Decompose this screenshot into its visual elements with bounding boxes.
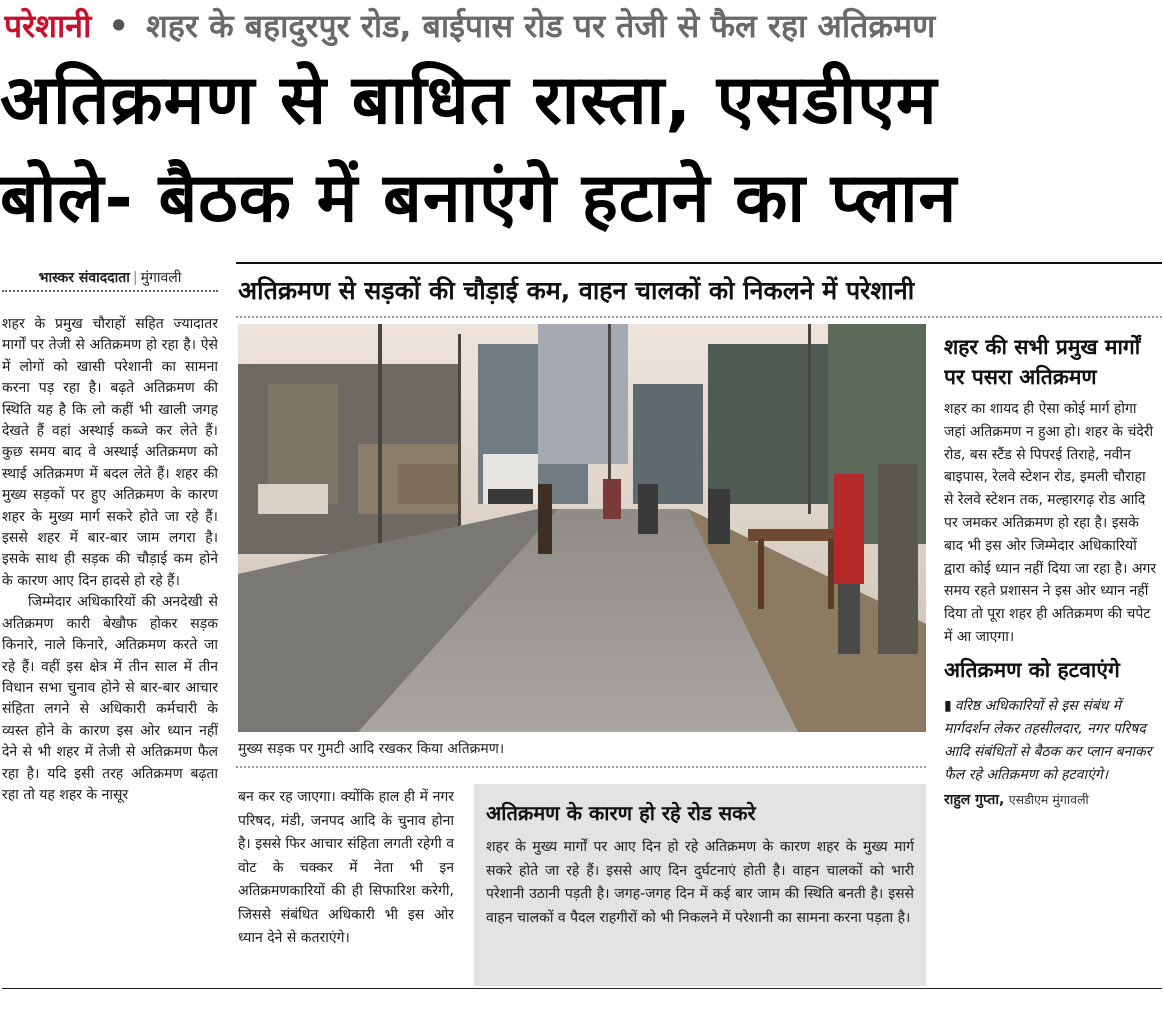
news-photo — [238, 324, 926, 732]
article-column-continued: बन कर रह जाएगा। क्योंकि हाल ही में नगर परिषद, मंडी, जनपद आदि के चुनाव होना है। इससे फिर आचार संहिता लगती रहेगी व वोट के चक्कर में नेता भी इन अतिक्रमणकारियों की ही सिफारिश करेगी, जिससे संबंधित अधिकारी भी इस ओर ध्यान देने से कतराएंगे। — [238, 789, 454, 946]
byline-separator: | — [132, 270, 138, 286]
signature-role: एसडीएम मुंगावली — [1008, 791, 1089, 807]
bottom-rule — [2, 988, 1162, 989]
highlight-box-title: अतिक्रमण के कारण हो रहे रोड सकरे — [486, 801, 756, 825]
sidebar-heading-1: शहर की सभी प्रमुख मार्गों पर पसरा अतिक्रमण — [944, 335, 1141, 389]
official-quote-text: वरिष्ठ अधिकारियों से इस संबंध में मार्गदर्शन लेकर तहसीलदार, नगर परिषद आदि संबंधितों से बैठक कर प्लान बनाकर फैल रहे अतिक्रमण को हटवाएंगे। — [944, 697, 1152, 783]
photo-caption: मुख्य सड़क पर गुमटी आदि रखकर किया अतिक्रमण। — [238, 741, 505, 757]
subheadline: अतिक्रमण से सड़कों की चौड़ाई कम, वाहन चालकों को निकलने में परेशानी — [238, 276, 915, 305]
kicker-line — [4, 4, 1160, 48]
kicker-text: शहर के बहादुरपुर रोड, बाईपास रोड पर तेजी से फैल रहा अतिक्रमण — [146, 7, 936, 45]
highlight-box — [474, 784, 926, 986]
quote-signature — [944, 789, 1158, 811]
highlight-box-body: शहर के मुख्य मार्गों पर आए दिन हो रहे अतिक्रमण के कारण शहर के मुख्य मार्ग सकरे होते जा रहे हैं। इससे आए दिन दुर्घटनाएं होती है। वाहन चालकों को भारी परेशानी उठानी पड़ती है। जगह-जगह दिन में कई बार जाम की स्थिति बनती है। इससे वाहन चालकों व पैदल राहगीरों को भी निकलने में परेशानी का सामना करना पड़ता है। — [486, 839, 914, 926]
article-column-1 — [2, 314, 218, 982]
sidebar-body-1: शहर का शायद ही ऐसा कोई मार्ग होगा जहां अतिक्रमण न हुआ हो। शहर के चंदेरी रोड, बस स्टैंड से पिपरई तिराहे, नवीन बाइपास, रेलवे स्टेशन रोड, इमली चौराहा से रेलवे स्टेशन तक, मल्हारगढ़ रोड आदि पर जमकर अतिक्रमण हो रहा है। इसके बाद भी इस ओर जिम्मेदार अधिकारियों द्वारा कोई ध्यान नहीं दिया जा रहा है। अगर समय रहते प्रशासन ने इस ओर ध्यान नहीं दिया तो पूरा शहर ही अतिक्रमण की चपेट में आ जाएगा। — [944, 401, 1157, 645]
sidebar-heading-2: अतिक्रमण को हटवाएंगे — [944, 657, 1120, 682]
byline-reporter: भास्कर संवाददाता — [38, 270, 130, 286]
column-1-paragraph-1: शहर के प्रमुख चौराहों सहित ज्यादातर मार्गों पर तेजी से अतिक्रमण हो रहा है। ऐसे में लोगों को खासी परेशानी का सामना करना पड़ रहा है। बढ़ते अतिक्रमण की स्थिति यह है कि लो कहीं भी खाली जगह देखते हैं वहां अस्थाई कब्जे कर लेते हैं। कुछ समय बाद वे अस्थाई अतिक्रमण को स्थाई अतिक्रमण में बदल लेते हैं। शहर की मुख्य सड़कों पर हुए अतिक्रमण के कारण शहर के मुख्य मार्ग सकरे होते जा रहे हैं। इससे शहर में बार-बार जाम लगरा है। इसके साथ ही सड़क की चौड़ाई कम होने के कारण आए दिन हादसे हो रहे हैं। — [2, 316, 218, 589]
subheadline-dotted-rule — [236, 316, 1162, 318]
kicker-label: परेशानी — [4, 7, 92, 45]
headline-line-1: अतिक्रमण से बाधित रास्ता, एसडीएम — [0, 61, 938, 140]
street-scene-illustration — [238, 324, 926, 732]
kicker-separator: • — [108, 7, 129, 45]
subheadline-top-rule — [236, 262, 1162, 264]
headline-line-2: बोले- बैठक में बनाएंगे हटाने का प्लान — [0, 159, 958, 238]
main-headline — [0, 52, 1164, 252]
official-quote — [944, 695, 1158, 787]
quote-marker-icon: ▮ — [944, 697, 952, 714]
sidebar-column — [944, 332, 1158, 986]
signature-name: राहुल गुप्ता, — [944, 791, 1005, 808]
column-1-paragraph-2: जिम्मेदार अधिकारियों की अनदेखी से अतिक्रमण कारी बेखौफ होकर सड़क किनारे, नाले किनारे, अतिक्रमण करते जा रहे हैं। वहीं इस क्षेत्र में तीन साल में तीन विधान सभा चुनाव होने से बार-बार आचार संहिता लगने से अधिकारी कर्मचारी के व्यस्त होने के कारण इस ओर ध्यान नहीं देने से भी शहर में तेजी से अतिक्रमण फैल रहा है। यदि इसी तरह अतिक्रमण बढ़ता रहा तो यह शहर के नासूर — [2, 594, 218, 803]
byline-place: मुंगावली — [140, 270, 182, 286]
byline — [2, 266, 218, 292]
caption-dotted-rule — [236, 766, 926, 768]
